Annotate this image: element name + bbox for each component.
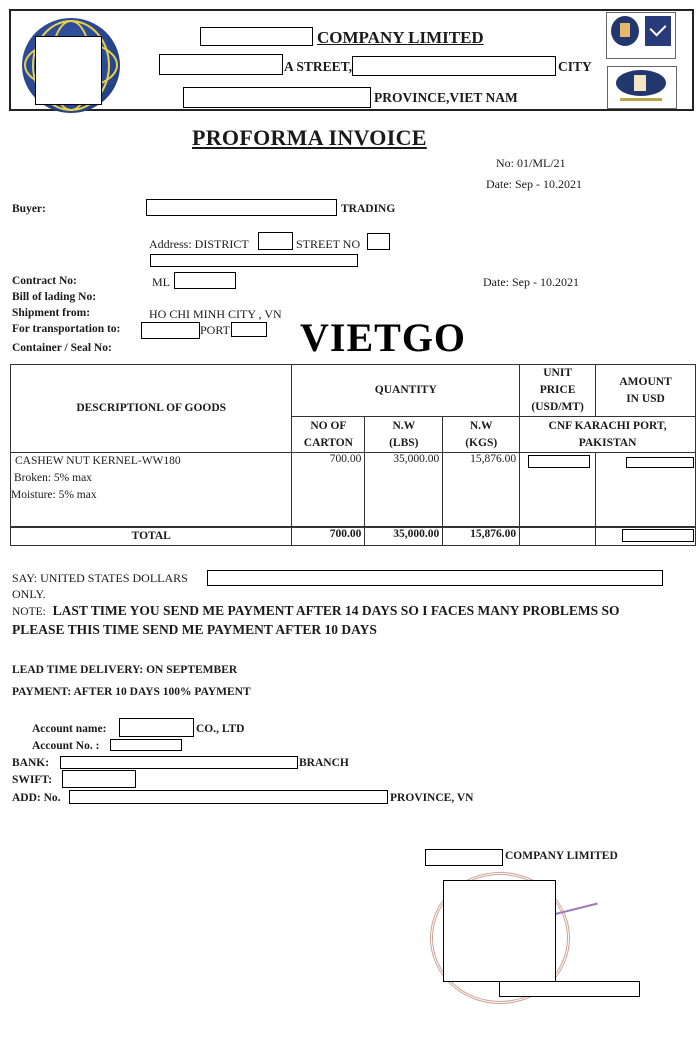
shipment-from-value: HO CHI MINH CITY , VN [149, 307, 282, 321]
address-label: ADD: No. [12, 792, 61, 804]
page-title: PROFORMA INVOICE [192, 125, 427, 150]
header-unit-price: UNIT PRICE (USD/MT) [520, 365, 596, 417]
redacted-bank-address [69, 790, 388, 804]
row-cartons: 700.00 [292, 453, 365, 527]
header-quantity: QUANTITY [292, 365, 520, 417]
say-amount-label: SAY: UNITED STATES DOLLARS [12, 571, 188, 585]
header-description: DESCRIPTIONL OF GOODS [11, 365, 292, 453]
redacted-town [183, 87, 371, 108]
redacted-company-name [200, 27, 313, 46]
redacted-stamp [443, 880, 556, 982]
total-amount [596, 527, 696, 546]
redacted-district [352, 56, 556, 76]
redacted-account-no [110, 739, 182, 751]
total-row [11, 527, 696, 546]
redacted-swift [62, 770, 136, 788]
total-nw-lbs: 35,000.00 [365, 527, 443, 546]
transport-to-label: For transportation to: [12, 323, 121, 335]
vietgo-watermark: VIETGO [300, 315, 467, 360]
lead-time: LEAD TIME DELIVERY: ON SEPTEMBER [12, 664, 238, 676]
row-nw-lbs: 35,000.00 [365, 453, 443, 527]
redacted-bank [60, 756, 298, 769]
redacted-logo-name [35, 36, 102, 105]
invoice-number: No: 01/ML/21 [496, 156, 566, 170]
redacted-buyer-name [146, 199, 337, 216]
redacted-contract-no [174, 272, 236, 289]
address-province: PROVINCE, VN [390, 792, 474, 804]
header-nw-kgs: N.W (KGS) [443, 417, 520, 453]
company-name: COMPANY LIMITED [317, 28, 484, 47]
redacted-account-name [119, 718, 194, 737]
total-nw-kgs: 15,876.00 [443, 527, 520, 546]
redacted-signer-name [499, 981, 640, 997]
redacted-address-line [150, 254, 358, 267]
total-label: TOTAL [11, 527, 292, 546]
say-only: ONLY. [12, 587, 46, 601]
header-terms: CNF KARACHI PORT, PAKISTAN [520, 417, 696, 453]
shipment-from-label: Shipment from: [12, 307, 91, 319]
table-row [11, 453, 696, 527]
container-label: Container / Seal No: [12, 342, 112, 354]
signer-company: COMPANY LIMITED [505, 850, 618, 862]
buyer-label: Buyer: [12, 203, 46, 215]
payment-terms: PAYMENT: AFTER 10 DAYS 100% PAYMENT [12, 686, 251, 698]
redacted-destination [141, 322, 200, 339]
row-unit-price [520, 453, 596, 527]
note-line-1: NOTE: LAST TIME YOU SEND ME PAYMENT AFTER 14 DAYS SO I FACES MANY PROBLEMS SO [12, 603, 620, 618]
bank-label: BANK: [12, 757, 50, 769]
redacted-street-no [367, 233, 390, 250]
account-name-suffix: CO., LTD [196, 723, 245, 735]
company-street: A STREET, [284, 59, 353, 74]
total-cartons: 700.00 [292, 527, 365, 546]
row-nw-kgs: 15,876.00 [443, 453, 520, 527]
row-amount [596, 453, 696, 527]
header-cartons: NO OF CARTON [292, 417, 365, 453]
swift-label: SWIFT: [12, 774, 53, 786]
total-unit-price [520, 527, 596, 546]
bank-branch: BRANCH [299, 757, 349, 769]
account-name-label: Account name: [32, 723, 107, 735]
redacted-amount-words [207, 570, 663, 586]
contract-label: Contract No: [12, 275, 77, 287]
redacted-district-no [258, 232, 293, 250]
company-city: CITY [558, 59, 592, 74]
buyer-address: Address: DISTRICT [149, 237, 249, 251]
invoice-date: Date: Sep - 10.2021 [486, 177, 582, 191]
redacted-street [159, 54, 283, 75]
note-line-2: PLEASE THIS TIME SEND ME PAYMENT AFTER 10 DAYS [12, 622, 377, 637]
global-group-logo-icon [607, 66, 677, 109]
header-amount: AMOUNT IN USD [596, 365, 696, 417]
goods-description: CASHEW NUT KERNEL-WW180 Broken: 5% max Moisture: 5% max [11, 453, 292, 527]
redacted-port [231, 322, 267, 337]
header-nw-lbs: N.W (LBS) [365, 417, 443, 453]
transport-port: PORT [200, 323, 230, 337]
account-no-label: Account No. : [32, 740, 100, 752]
certification-logo-icon [606, 12, 676, 59]
goods-table [10, 364, 696, 546]
buyer-name: TRADING [341, 203, 396, 215]
contract-prefix: ML [152, 275, 170, 289]
bill-of-lading-label: Bill of lading No: [12, 291, 97, 303]
buyer-street-no: STREET NO [296, 237, 361, 251]
redacted-signer-company [425, 849, 503, 866]
contract-date: Date: Sep - 10.2021 [483, 275, 579, 289]
company-province: PROVINCE,VIET NAM [374, 90, 518, 105]
